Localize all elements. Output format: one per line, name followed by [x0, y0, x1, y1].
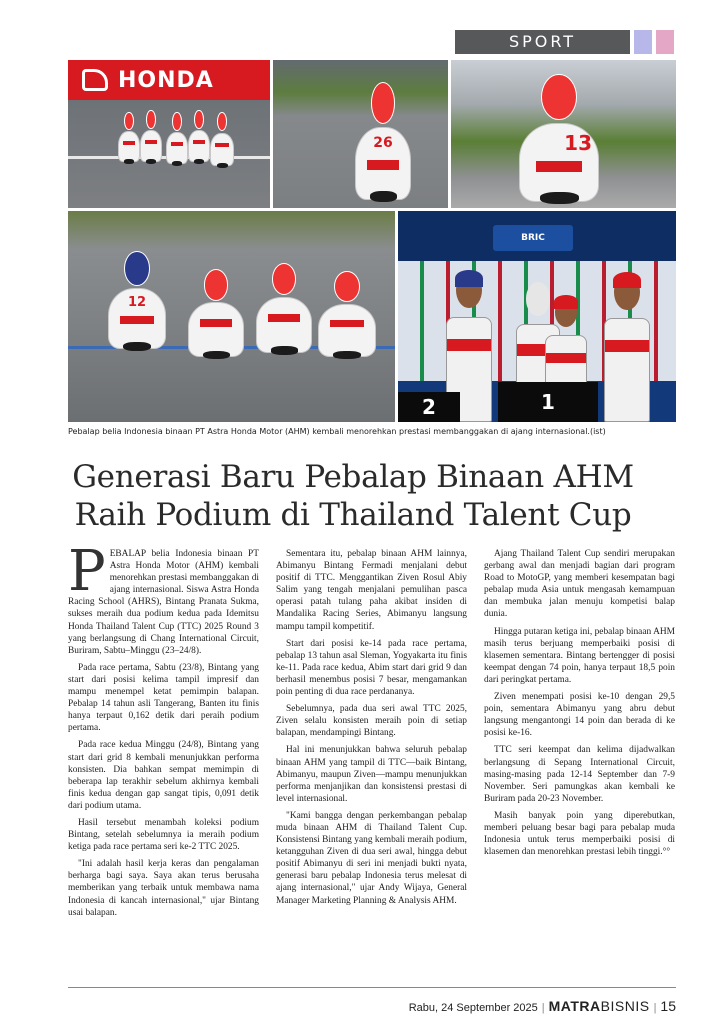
photo-riders-pack [68, 60, 270, 208]
article-paragraph: Sebelumnya, pada dua seri awal TTC 2025, Ziven selalu konsisten meraih poin di setiap balapan, mendampingi Bintang. [276, 704, 467, 739]
honda-banner [68, 60, 270, 100]
article-paragraph: PEBALAP belia Indonesia binaan PT Astra Honda Motor (AHM) kembali menorehkan prestasi membanggakan di ajang internasional. Siswa Astra Honda Racing School (AHRS), Bintang Pranata Sukma, sukses meraih dua podium kedua pada Idemitsu Honda Thailand Talent Cup (TTC) 2025 Round 3 yang berlangsung di Chang International Circuit, Buriram, Sabtu–Minggu (23–24/8). [68, 539, 259, 656]
photo-race-pack [68, 211, 395, 422]
footer-brand-light: BISNIS [600, 998, 650, 1014]
podium-step-second: 2 [398, 392, 460, 422]
article-paragraph: Hingga putaran ketiga ini, pebalap binaan AHM masih terus berjuang memperbaiki posisi di klasemen sementara. Bintang bertengger di posisi keempat dengan 74 poin, hanya terpaut 18,5 poin dari peringkat pertama. [484, 626, 675, 685]
article-column-2 [276, 548, 467, 980]
drop-cap: P [68, 539, 106, 604]
bike-number: 13 [564, 131, 592, 156]
footer-separator: | [653, 1002, 657, 1014]
article-paragraph: Start dari posisi ke-14 pada race pertama, pebalap 13 tahun asal Sleman, Yogyakarta itu finis ke-11. Pada race kedua, Abim start dari grid 9 dan berhasil menembus posisi 7 besar, mengamankan poin penting di dua race perdananya. [276, 638, 467, 698]
article-paragraph: Sementara itu, pebalap binaan AHM lainnya, Abimanyu Bintang Fermadi menjalani debut positif di TTC. Menggantikan Ziven Rosul Abiy Salim yang tengah menjalani pemulihan pasca operasi patah tulang paha akibat insiden di Mandalika Racing Series, Abimanyu langsung mampu tampil kompetitif. [276, 549, 467, 632]
article-paragraph: Hal ini menunjukkan bahwa seluruh pebalap binaan AHM yang tampil di TTC—baik Bintang, Abimanyu, maupun Ziven—mampu menunjukkan performa menjanjikan dan konsistensi prestasi di level internasional. [276, 745, 467, 804]
article-paragraph: Hasil tersebut menambah koleksi podium Bintang, setelah sebelumnya ia meraih podium ketiga pada race pertama seri ke-2 TTC 2025. [68, 817, 259, 853]
rider-figure [188, 269, 244, 357]
accent-square-lavender [634, 30, 652, 54]
rider-figure [108, 251, 166, 349]
page-number: 15 [660, 998, 676, 1014]
footer-divider [68, 987, 676, 988]
article-headline: Generasi Baru Pebalap Binaan AHM Raih Podium di Thailand Talent Cup [72, 459, 634, 533]
rider-figure [188, 110, 210, 162]
article-paragraph: Pada race kedua Minggu (24/8), Bintang yang start dari grid 8 kembali menunjukkan performa konsisten. Dia bahkan sempat memimpin di beberapa lap terakhir sebelum akhirnya kembali finis kedua dengan gap sangat tipis, 0,091 detik dari podium utama. [68, 740, 259, 811]
photo-caption: Pebalap belia Indonesia binaan PT Astra Honda Motor (AHM) kembali menorehkan prestasi membanggakan di ajang internasional.(ist) [68, 427, 606, 436]
article-column-3 [484, 548, 675, 980]
podium-step-first: 1 [498, 382, 598, 422]
article-paragraph: "Ini adalah hasil kerja keras dan pengalaman berharga bagi saya. Saya akan terus berusaha memberikan yang terbaik untuk membawa nama Indonesia di kancah internasional," ujar Bintang usai balapan. [68, 859, 259, 918]
rider-figure [256, 263, 312, 353]
article-column-1 [68, 539, 259, 980]
honda-wing-icon [82, 69, 108, 91]
photo-rider-26 [273, 60, 448, 208]
page-footer [409, 998, 676, 1014]
podium-sign-logo: BRIC [493, 225, 573, 251]
article-paragraph: Ziven menempati posisi ke-10 dengan 29,5 poin, sementara Abimanyu yang abru debut langsung mengantongi 14 poin dan berada di ke posisi ke-16. [484, 692, 675, 739]
photo-rider-13 [451, 60, 676, 208]
article-body [68, 539, 676, 980]
footer-separator: | [541, 1002, 545, 1014]
rider-figure [210, 112, 234, 166]
bike-number: 26 [373, 134, 393, 151]
article-paragraph: Pada race pertama, Sabtu (23/8), Bintang yang start dari posisi kelima tampil impresif dan mampu menempel ketat pemimpin balapan. Pebalap 14 tahun asli Tangerang, Banten itu finis hanya terpaut 0,162 detik dari peraih podium pertama. [68, 662, 259, 734]
podium-sign [398, 211, 676, 261]
photo-podium [398, 211, 676, 422]
article-paragraph: Ajang Thailand Talent Cup sendiri merupakan gerbang awal dan menjadi bagian dari program Road to MotoGP, yang memberi kesempatan bagi pebalap muda Asia untuk mengasah kemampuan dan membuka jalan menuju kompetisi balap dunia. [484, 549, 675, 620]
rider-figure [118, 112, 140, 162]
footer-brand-bold: MATRA [548, 998, 601, 1014]
podium-person [598, 274, 656, 422]
rider-figure [166, 112, 188, 164]
rider-figure [318, 271, 376, 357]
honda-banner-text: HONDA [118, 68, 214, 93]
article-paragraph: "Kami bangga dengan perkembangan pebalap muda binaan AHM di Thailand Talent Cup. Konsistensi Bintang yang kembali meraih podium, ketangguhan Ziven di dua seri awal, hingga debut positif Abimanyu di seri ini menjadi bukti nyata, generasi baru pebalap Indonesia terus melesat di ajang internasional," ujar Andy Wijaya, General Manager Marketing Planning & Analysis AHM. [276, 810, 467, 906]
rider-figure [519, 74, 599, 202]
rider-figure [355, 82, 411, 200]
footer-date: Rabu, 24 September 2025 [408, 1002, 538, 1014]
rider-figure [140, 110, 162, 162]
accent-square-pink [656, 30, 674, 54]
bike-number: 12 [127, 295, 147, 311]
article-paragraph: TTC seri keempat dan kelima dijadwalkan berlangsung di Sepang International Circuit, masing-masing pada 12-14 September dan 7-9 November. Seri pamungkas akan kembali ke Buriram pada 20-23 November. [484, 745, 675, 804]
article-paragraph: Masih banyak poin yang diperebutkan, memberi peluang besar bagi para pebalap muda Indonesia untuk terus memperbaiki posisi di klasemen dan menorehkan prestasi lebih tinggi.°° [484, 810, 675, 858]
section-label: SPORT [455, 30, 630, 54]
